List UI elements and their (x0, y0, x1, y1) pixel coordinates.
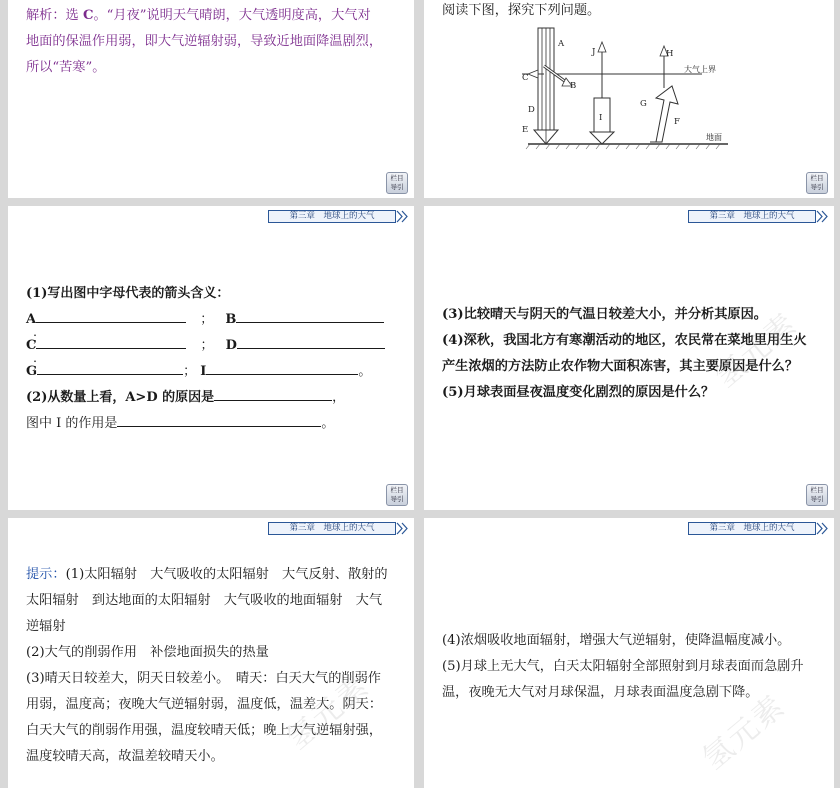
label-j: J (592, 47, 596, 57)
double-chevron-right-icon (396, 522, 410, 535)
chapter-tag[interactable] (268, 521, 410, 535)
label-i: I (599, 113, 603, 123)
label-b: B (570, 81, 577, 91)
blank-label-i: I (200, 364, 207, 379)
nav-label-2: 导引 (810, 183, 824, 191)
label-c: C (522, 73, 529, 83)
label-ground: 地面 (706, 133, 722, 142)
question-2-line-2 (26, 412, 406, 431)
blank-label-g: G (26, 364, 38, 379)
label-g: G (640, 99, 647, 109)
answer-5-line-1: (5)月球上无大气，白天太阳辐射全部照射到月球表面而急剧升 (442, 659, 804, 674)
blank-label-d: D (225, 338, 237, 353)
label-d: D (528, 105, 535, 115)
hint-line-7: 白天大气的削弱作用强，温度较晴天低；晚上大气逆辐射强， (26, 723, 383, 738)
analysis-prefix: 解析：选 (26, 8, 83, 23)
nav-guide-button[interactable] (386, 172, 408, 194)
chapter-tag-label: 第三章 地球上的大气 (268, 522, 396, 535)
nav-label-1: 栏目 (390, 174, 404, 182)
nav-guide-button[interactable] (806, 172, 828, 194)
blank-i-role[interactable] (117, 413, 321, 427)
instruction-text: 阅读下图，探究下列问题。 (442, 3, 601, 18)
separator: ； (32, 357, 46, 372)
hint-line-8: 温度较晴天高，故温差较晴天小。 (26, 749, 224, 764)
answer-5-line-2: 温，夜晚无大气对月球保温，月球表面温度急剧下降。 (442, 685, 759, 700)
separator: ； (200, 338, 214, 353)
blank-d[interactable] (237, 335, 385, 349)
question-2-line-1 (26, 386, 406, 405)
separator: ； (200, 312, 214, 327)
nav-label-1: 栏目 (810, 174, 824, 182)
question-2-i-role: 图中 I 的作用是 (26, 416, 118, 431)
hint-line-6: 用弱，温度高；夜晚大气逆辐射弱，温度低，温差大。阴天： (26, 697, 383, 712)
double-chevron-right-icon (816, 522, 830, 535)
slide-panel-1 (8, 0, 414, 198)
period: 。 (358, 364, 372, 379)
blank-label-c: C (26, 338, 37, 353)
label-atmosphere-top: 大气上界 (684, 65, 716, 74)
blank-i[interactable] (206, 361, 358, 375)
slide-panel-2 (424, 0, 834, 198)
nav-guide-button[interactable] (386, 484, 408, 506)
question-5: (5)月球表面昼夜温度变化剧烈的原因是什么？ (442, 385, 715, 400)
analysis-line-2: 地面的保温作用弱，即大气逆辐射弱，导致近地面降温剧烈， (26, 34, 383, 49)
nav-label-2: 导引 (390, 495, 404, 503)
watermark: 氢元素 (708, 306, 805, 395)
hint-text (26, 562, 388, 770)
watermark: 氢元素 (696, 688, 793, 777)
hint-line-2: 太阳辐射 到达地面的太阳辐射 大气吸收的地面辐射 大气 (26, 593, 383, 608)
label-h: H (666, 49, 674, 59)
nav-label-2: 导引 (810, 495, 824, 503)
blank-g[interactable] (37, 361, 183, 375)
separator: ； (183, 364, 197, 379)
blank-label-b: B (225, 312, 237, 327)
question-3: (3)比较晴天与阴天的气温日较差大小，并分析其原因。 (442, 307, 767, 322)
question-4-line-1: (4)深秋，我国北方有寒潮活动的地区，农民常在菜地里用生火 (442, 333, 807, 348)
nav-label-2: 导引 (390, 183, 404, 191)
atmosphere-radiation-diagram (522, 26, 732, 152)
blank-a-greater-d[interactable] (214, 387, 332, 401)
label-a: A (558, 39, 565, 49)
double-chevron-right-icon (816, 210, 830, 223)
question-1: (1)写出图中字母代表的箭头含义： (26, 286, 230, 301)
chapter-tag[interactable] (688, 209, 830, 223)
double-chevron-right-icon (396, 210, 410, 223)
chapter-tag[interactable] (688, 521, 830, 535)
period: 。 (321, 416, 335, 431)
nav-guide-button[interactable] (806, 484, 828, 506)
nav-label-1: 栏目 (810, 486, 824, 494)
analysis-text (26, 3, 382, 81)
answer-4: (4)浓烟吸收地面辐射，增强大气逆辐射，使降温幅度减小。 (442, 633, 791, 648)
arrow-a-solar-radiation (534, 28, 558, 144)
blank-c[interactable] (36, 335, 186, 349)
label-f: F (674, 117, 680, 127)
chapter-tag[interactable] (268, 209, 410, 223)
slide-panel-5 (8, 518, 414, 788)
analysis-line-1: 。“月夜”说明天气晴朗，大气透明度高，大气对 (93, 8, 371, 23)
label-e: E (522, 125, 529, 135)
chapter-tag-label: 第三章 地球上的大气 (688, 210, 816, 223)
blank-b[interactable] (236, 309, 384, 323)
hint-line-1: (1)太阳辐射 大气吸收的太阳辐射 大气反射、散射的 (65, 567, 388, 582)
separator: ； (32, 331, 46, 346)
hint-label: 提示： (26, 567, 66, 582)
hint-line-4: (2)大气的削弱作用 补偿地面损失的热量 (26, 645, 269, 660)
analysis-line-3: 所以“苦寒”。 (26, 60, 106, 75)
chapter-tag-label: 第三章 地球上的大气 (268, 210, 396, 223)
slide-panel-6 (424, 518, 834, 788)
slide-panel-3 (8, 206, 414, 510)
analysis-answer: C (82, 8, 94, 23)
hint-line-5: (3)晴天日较差大，阴天日较差小。 晴天：白天大气的削弱作 (26, 671, 381, 686)
blank-label-a: A (26, 312, 37, 327)
nav-label-1: 栏目 (390, 486, 404, 494)
chapter-tag-label: 第三章 地球上的大气 (688, 522, 816, 535)
blank-a[interactable] (36, 309, 186, 323)
comma: ， (332, 390, 346, 405)
blank-row-3 (26, 360, 396, 379)
hint-line-3: 逆辐射 (26, 619, 66, 634)
question-2-text: (2)从数量上看，A>D 的原因是 (26, 390, 215, 405)
question-4-line-2: 产生浓烟的方法防止农作物大面积冻害，其主要原因是什么？ (442, 359, 799, 374)
slide-panel-4 (424, 206, 834, 510)
watermark: 氢元素 (280, 668, 377, 757)
